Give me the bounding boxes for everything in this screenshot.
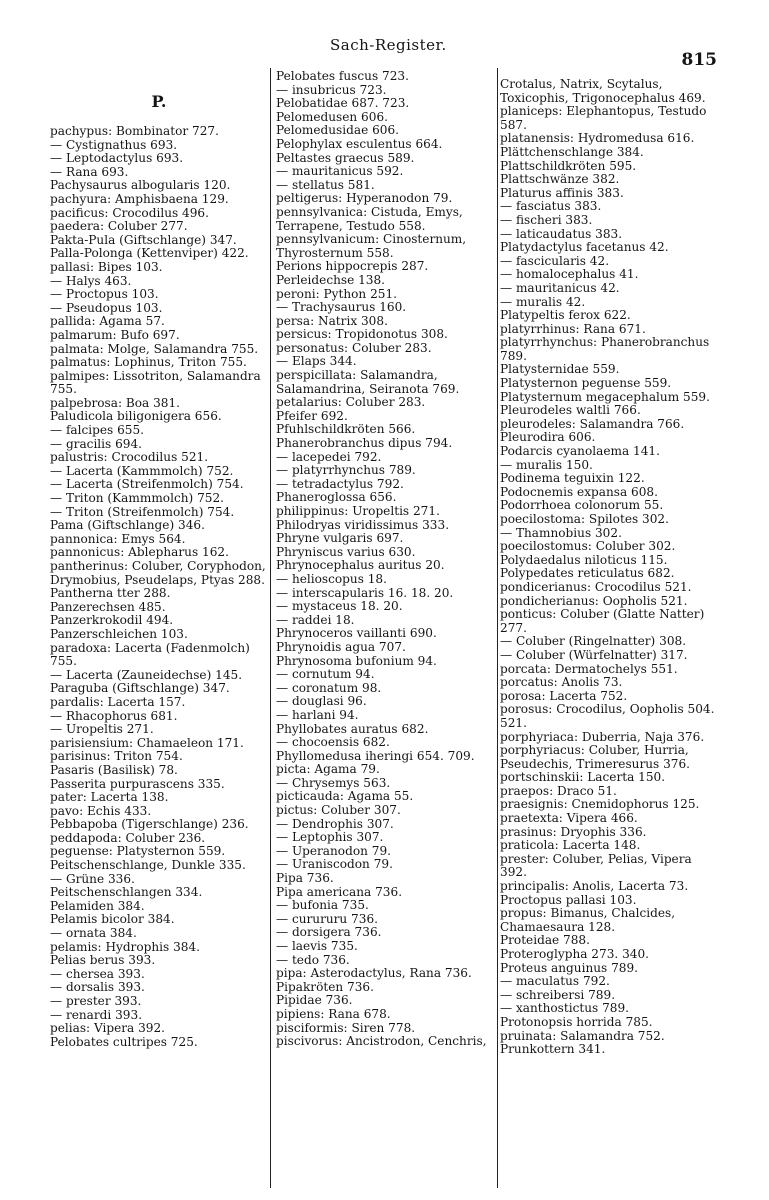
index-entry: petalarius: Coluber 283. (276, 395, 426, 410)
index-entry: — raddei 18. (276, 612, 355, 627)
index-entry: Pantherna tter 288. (50, 586, 171, 601)
index-entry: peguense: Platysternon 559. (50, 844, 226, 859)
index-entry: — muralis 42. (500, 294, 586, 309)
index-entry: Peltastes graecus 589. (276, 150, 415, 165)
index-entry: pipiens: Rana 678. (276, 1006, 391, 1021)
entry-list (500, 77, 719, 1057)
index-entry: pannonicus: Ablepharus 162. (50, 545, 229, 560)
index-entry: Pleurodeles waltli 766. (500, 403, 641, 418)
index-entry: — chocoensis 682. (276, 735, 390, 750)
index-entry: — bufonia 735. (276, 898, 369, 913)
index-entry: paedera: Coluber 277. (50, 219, 188, 234)
index-entry: Phanerobranchus dipus 794. (276, 436, 453, 451)
index-entry: paradoxa: Lacerta (Fadenmolch) 755. (50, 640, 254, 669)
index-entry: — tedo 736. (276, 952, 350, 967)
index-entry: — Coluber (Ringelnatter) 308. (500, 634, 687, 649)
index-column-1 (50, 62, 268, 1049)
index-entry: pallida: Agama 57. (50, 314, 165, 329)
index-entry: Pipidae 736. (276, 993, 353, 1008)
index-entry: prasinus: Dryophis 336. (500, 824, 647, 839)
index-entry: Polypedates reticulatus 682. (500, 566, 675, 581)
index-entry: — harlani 94. (276, 707, 359, 722)
index-entry: — ornata 384. (50, 926, 137, 941)
entry-list (276, 70, 496, 1049)
index-entry: Podarcis cyanolaema 141. (500, 444, 660, 459)
index-entry: — cornutum 94. (276, 667, 375, 682)
index-entry: porphyriaca: Duberria, Naja 376. (500, 729, 705, 744)
index-entry: ponticus: Coluber (Glatte Natter) 277. (500, 607, 709, 635)
index-entry: Pama (Giftschlange) 346. (50, 518, 205, 533)
index-entry: palpebrosa: Boa 381. (50, 395, 181, 410)
index-entry: palustris: Crocodilus 521. (50, 450, 209, 465)
index-entry: perspicillata: Salamandra, Salamandrina, Seiranota 769. (276, 368, 460, 396)
index-entry: Phaneroglossa 656. (276, 490, 397, 505)
index-entry: — fasciatus 383. (500, 199, 602, 214)
index-entry: Paraguba (Giftschlange) 347. (50, 681, 230, 696)
index-entry: — falcipes 655. (50, 423, 145, 438)
index-entry: pavo: Echis 433. (50, 803, 152, 818)
index-entry: pallasi: Bipes 103. (50, 259, 163, 274)
index-entry: pacificus: Crocodilus 496. (50, 205, 209, 220)
index-entry: Phryne vulgaris 697. (276, 531, 404, 546)
index-entry: Pelamiden 384. (50, 898, 145, 913)
index-entry: palmata: Molge, Salamandra 755. (50, 341, 259, 356)
index-entry: Peitschenschlange, Dunkle 335. (50, 858, 246, 873)
index-entry: — Rana 693. (50, 164, 129, 179)
index-entry: pennsylvanicum: Cinosternum, Thyrosternum 558. (276, 232, 470, 260)
index-entry: — gracilis 694. (50, 436, 143, 451)
index-entry: — Dendrophis 307. (276, 816, 394, 831)
index-entry: — Coluber (Würfelnatter) 317. (500, 647, 688, 662)
index-column-3 (500, 77, 719, 1057)
index-entry: prester: Coluber, Pelias, Vipera 392. (500, 851, 696, 880)
index-entry: — schreibersi 789. (500, 987, 616, 1002)
index-entry: pater: Lacerta 138. (50, 790, 169, 805)
index-entry: — prester 393. (50, 994, 142, 1008)
index-entry: Pelias berus 393. (50, 953, 156, 968)
index-entry: Pelophylax esculentus 664. (276, 136, 443, 151)
index-entry: Pelobates fuscus 723. (276, 69, 409, 83)
index-entry: porosus: Crocodilus, Oopholis 504. 521. (500, 702, 719, 730)
index-entry: — platyrrhynchus 789. (276, 463, 416, 478)
index-entry: — Rhacophorus 681. (50, 708, 178, 723)
index-entry: — Halys 463. (50, 273, 132, 288)
index-entry: piscivorus: Ancistrodon, Cenchris, (276, 1034, 487, 1049)
index-entry: Podorrhoea colonorum 55. (500, 498, 664, 513)
index-entry: Pelobates cultripes 725. (50, 1034, 198, 1049)
column-rule-right (497, 68, 498, 1188)
index-entry: Proteus anguinus 789. (500, 960, 639, 975)
index-entry: Pelomedusen 606. (276, 109, 388, 124)
index-entry: parisinus: Triton 754. (50, 749, 183, 764)
index-entry: — coronatum 98. (276, 680, 382, 695)
index-entry: Pelobatidae 687. 723. (276, 96, 410, 111)
index-entry: Proctopus pallasi 103. (500, 892, 637, 907)
index-entry: Philodryas viridissimus 333. (276, 517, 450, 532)
index-entry: Platysternon peguense 559. (500, 376, 672, 391)
index-entry: picta: Agama 79. (276, 762, 380, 777)
index-entry: — fischeri 383. (500, 212, 593, 227)
index-entry: peltigerus: Hyperanodon 79. (276, 191, 453, 206)
index-entry: — Pseudopus 103. (50, 300, 163, 315)
index-entry: poecilostomus: Coluber 302. (500, 539, 676, 554)
index-entry: praesignis: Cnemidophorus 125. (500, 797, 700, 812)
index-entry: — Cystignathus 693. (50, 137, 178, 152)
index-entry: — Uperanodon 79. (276, 843, 391, 858)
index-entry: portschinskii: Lacerta 150. (500, 770, 666, 785)
index-entry: Plättchenschlange 384. (500, 144, 644, 159)
index-entry: — Uropeltis 271. (50, 722, 154, 737)
index-entry: — Grüne 336. (50, 871, 135, 886)
index-entry: — Elaps 344. (276, 354, 357, 369)
index-entry: — helioscopus 18. (276, 571, 387, 586)
index-entry: Peitschenschlangen 334. (50, 885, 203, 900)
index-entry: — mauritanicus 42. (500, 280, 620, 295)
index-entry: Platypeltis ferox 622. (500, 308, 631, 323)
index-entry: Pasaris (Basilisk) 78. (50, 762, 178, 777)
index-entry: pipa: Asterodactylus, Rana 736. (276, 966, 472, 981)
index-entry: — chersea 393. (50, 966, 145, 981)
index-entry: porphyriacus: Coluber, Hurria, Pseudechis, Trimeresurus 376. (500, 743, 693, 771)
index-entry: peroni: Python 251. (276, 286, 397, 301)
index-entry: platyrrhinus: Rana 671. (500, 321, 646, 336)
index-entry: pelamis: Hydrophis 384. (50, 939, 200, 954)
page-header (0, 28, 769, 70)
section-letter: P. (151, 92, 167, 111)
index-entry: — homalocephalus 41. (500, 267, 639, 282)
index-entry: Crotalus, Natrix, Scytalus, Toxicophis, Trigonocephalus 469. (500, 77, 706, 105)
index-entry: Prunkottern 341. (500, 1042, 606, 1057)
index-entry: — Lacerta (Streifenmolch) 754. (50, 477, 244, 492)
index-entry: — douglasi 96. (276, 694, 367, 709)
index-entry: Phrynoceros vaillanti 690. (276, 626, 437, 641)
index-entry: Phyllomedusa iheringi 654. 709. (276, 748, 475, 763)
index-entry: pannonica: Emys 564. (50, 531, 186, 546)
index-entry: Platurus affinis 383. (500, 185, 624, 200)
index-entry: Pfeifer 692. (276, 408, 348, 423)
index-entry: Platysternidae 559. (500, 362, 620, 377)
index-entry: Phryniscus varius 630. (276, 544, 416, 559)
index-entry: Pelamis bicolor 384. (50, 912, 175, 927)
index-entry: platyrrhynchus: Phanerobranchus 789. (500, 335, 714, 363)
index-entry: — fascicularis 42. (500, 253, 610, 268)
index-entry: Pipa americana 736. (276, 884, 403, 899)
index-entry: Phrynosoma bufonium 94. (276, 653, 437, 668)
index-entry: Pelomedusidae 606. (276, 123, 400, 138)
index-entry: Phyllobates auratus 682. (276, 721, 429, 736)
index-entry: — Leptophis 307. (276, 830, 384, 845)
index-entry: — Leptodactylus 693. (50, 151, 184, 166)
index-entry: Proteroglypha 273. 340. (500, 947, 650, 961)
index-entry: — mauritanicus 592. (276, 164, 404, 179)
index-entry: Palla-Polonga (Kettenviper) 422. (50, 246, 249, 261)
page-number: 815 (681, 50, 717, 70)
index-entry: — Uraniscodon 79. (276, 857, 393, 872)
index-entry: Pebbapoba (Tigerschlange) 236. (50, 817, 249, 832)
index-entry: picticauda: Agama 55. (276, 789, 414, 804)
index-entry: Perleidechse 138. (276, 272, 386, 287)
entry-list (50, 125, 268, 1049)
index-entry: pelias: Vipera 392. (50, 1021, 166, 1036)
column-rule-left (270, 68, 271, 1188)
index-entry: propus: Bimanus, Chalcides, Chamaesaura 128. (500, 906, 679, 934)
index-entry: — dorsalis 393. (50, 980, 145, 995)
index-entry: — renardi 393. (50, 1007, 143, 1022)
index-entry: Polydaedalus niloticus 115. (500, 552, 668, 567)
index-entry: planiceps: Elephantopus, Testudo 587. (500, 104, 711, 132)
index-entry: Plattschwänze 382. (500, 172, 620, 187)
index-entry: palmipes: Lissotriton, Salamandra 755. (50, 368, 265, 397)
index-entry: — Triton (Kammmolch) 752. (50, 491, 224, 506)
index-entry: pisciformis: Siren 778. (276, 1020, 416, 1035)
index-entry: Pakta-Pula (Giftschlange) 347. (50, 232, 237, 247)
index-entry: — stellatus 581. (276, 177, 375, 192)
index-entry: Passerita purpurascens 335. (50, 776, 225, 791)
index-entry: — lacepedei 792. (276, 449, 382, 464)
index-entry: — muralis 150. (500, 457, 593, 472)
index-entry: — Chrysemys 563. (276, 775, 391, 790)
index-entry: — insubricus 723. (276, 82, 387, 97)
index-entry: Panzerkrokodil 494. (50, 613, 174, 628)
index-entry: pennsylvanica: Cistuda, Emys, Terrapene, Testudo 558. (276, 204, 467, 233)
index-entry: Panzerechsen 485. (50, 599, 166, 614)
index-entry: Pachysaurus albogularis 120. (50, 178, 231, 193)
index-entry: — Triton (Streifenmolch) 754. (50, 504, 235, 519)
running-head: Sach-Register. (330, 36, 447, 54)
index-entry: praetexta: Vipera 466. (500, 811, 638, 826)
index-entry: Paludicola biligonigera 656. (50, 409, 222, 424)
index-entry: Platysternum megacephalum 559. (500, 389, 710, 404)
index-entry: palmatus: Lophinus, Triton 755. (50, 355, 247, 370)
index-column-2 (276, 70, 496, 1049)
index-entry: pondicherianus: Oopholis 521. (500, 593, 688, 608)
index-entry: — Lacerta (Kammmolch) 752. (50, 463, 234, 478)
index-entry: — interscapularis 16. 18. 20. (276, 585, 454, 600)
index-entry: praepos: Draco 51. (500, 783, 617, 798)
index-entry: Pfuhlschildkröten 566. (276, 422, 416, 437)
index-entry: — dorsigera 736. (276, 925, 382, 940)
index-entry: — Trachysaurus 160. (276, 300, 407, 315)
index-entry: Panzerschleichen 103. (50, 626, 188, 641)
index-entry: pruinata: Salamandra 752. (500, 1028, 665, 1043)
index-entry: pardalis: Lacerta 157. (50, 694, 186, 709)
index-entry: — curururu 736. (276, 911, 378, 926)
index-entry: Pipa 736. (276, 871, 334, 886)
index-entry: platanensis: Hydromedusa 616. (500, 131, 695, 146)
index-entry: Pipakröten 736. (276, 979, 374, 994)
index-entry: pleurodeles: Salamandra 766. (500, 416, 685, 431)
index-entry: Phrynocephalus auritus 20. (276, 558, 445, 573)
index-entry: persa: Natrix 308. (276, 313, 388, 328)
index-entry: porcata: Dermatochelys 551. (500, 661, 678, 676)
index-entry: Plattschildkröten 595. (500, 158, 637, 173)
index-entry: porcatus: Anolis 73. (500, 675, 623, 690)
index-entry: pondicerianus: Crocodilus 521. (500, 579, 692, 594)
index-entry: persicus: Tropidonotus 308. (276, 327, 448, 342)
index-entry: — laevis 735. (276, 939, 358, 953)
index-entry: — maculatus 792. (500, 974, 610, 989)
index-entry: Proteidae 788. (500, 933, 590, 948)
index-entry: Perions hippocrepis 287. (276, 259, 429, 274)
index-entry: — Thamnobius 302. (500, 525, 622, 540)
index-entry: — mystaceus 18. 20. (276, 599, 403, 614)
index-entry: Protonopsis horrida 785. (500, 1014, 653, 1029)
index-entry: Podocnemis expansa 608. (500, 484, 658, 499)
index-entry: — Proctopus 103. (50, 287, 159, 302)
index-entry: praticola: Lacerta 148. (500, 838, 641, 853)
index-entry: — tetradactylus 792. (276, 476, 404, 491)
index-entry: peddapoda: Coluber 236. (50, 830, 206, 845)
index-entry: pantherinus: Coluber, Coryphodon, Drymobius, Pseudelaps, Ptyas 288. (50, 559, 270, 587)
index-entry: Podinema teguixin 122. (500, 471, 645, 486)
index-entry: principalis: Anolis, Lacerta 73. (500, 879, 689, 894)
index-entry: pachyura: Amphisbaena 129. (50, 191, 229, 206)
index-entry: — xanthostictus 789. (500, 1001, 630, 1016)
index-entry: — laticaudatus 383. (500, 226, 623, 241)
index-entry: Pleurodira 606. (500, 430, 596, 445)
index-entry: — Lacerta (Zauneidechse) 145. (50, 667, 243, 682)
index-entry: Platydactylus facetanus 42. (500, 240, 669, 255)
index-entry: philippinus: Uropeltis 271. (276, 504, 440, 518)
index-entry: personatus: Coluber 283. (276, 340, 432, 355)
index-entry: pachypus: Bombinator 727. (50, 124, 219, 138)
index-entry: porosa: Lacerta 752. (500, 688, 628, 703)
index-entry: pictus: Coluber 307. (276, 803, 401, 818)
index-entry: palmarum: Bufo 697. (50, 327, 180, 342)
index-entry: poecilostoma: Spilotes 302. (500, 512, 669, 526)
index-entry: parisiensium: Chamaeleon 171. (50, 735, 244, 750)
index-entry: Phrynoidis agua 707. (276, 639, 406, 654)
